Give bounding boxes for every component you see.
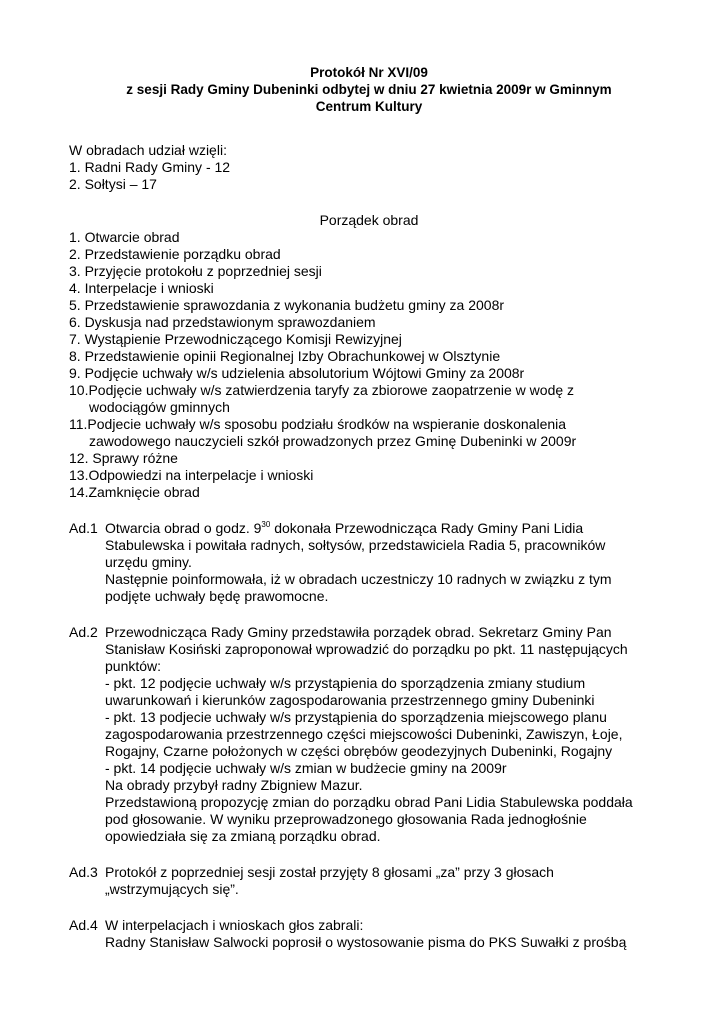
ad2-section	[69, 624, 669, 845]
agenda-item: 7. Wystąpienie Przewodniczącego Komisji Rewizyjnej	[69, 331, 402, 347]
ad1-section	[69, 520, 669, 605]
ad1-text: Otwarcia obrad o godz. 9	[105, 520, 262, 536]
agenda-item-continuation: wodociągów gminnych	[89, 399, 230, 415]
agenda-section	[69, 212, 669, 501]
ad2-label: Ad.2	[69, 624, 98, 640]
ad1-line: podjęte uchwały będę prawomocne.	[105, 588, 329, 604]
agenda-item: 6. Dyskusja nad przedstawionym sprawozdaniem	[69, 314, 376, 330]
ad3-section	[69, 864, 669, 898]
ad2-line: - pkt. 13 podjecie uchwały w/s przystąpienia do sporządzenia miejscowego planu	[105, 709, 607, 725]
ad4-section	[69, 917, 669, 951]
attendance-intro: W obradach udział wzięli:	[69, 142, 227, 158]
agenda-heading: Porządek obrad	[319, 212, 419, 228]
document-page	[69, 64, 669, 951]
ad1-line: Następnie poinformowała, iż w obradach uczestniczy 10 radnych w związku z tym	[105, 571, 612, 587]
title-line: Centrum Kultury	[315, 99, 423, 114]
agenda-item-continuation: zawodowego nauczycieli szkół prowadzonych przez Gminę Dubeninki w 2009r	[89, 433, 577, 449]
ad2-line: Rogajny, Czarne położonych w części obrębów geodezyjnych Dubeninki, Rogajny	[105, 743, 613, 759]
agenda-item: 9. Podjęcie uchwały w/s udzielenia absolutorium Wójtowi Gminy za 2008r	[69, 365, 525, 381]
document-title	[69, 64, 669, 115]
ad2-line: pod głosowanie. W wyniku przeprowadzonego głosowania Rada jednogłośnie	[105, 811, 587, 827]
ad2-line: punktów:	[105, 658, 162, 674]
ad1-time-minutes: 30	[261, 520, 271, 529]
ad2-line: Przewodnicząca Rady Gminy przedstawiła porządek obrad. Sekretarz Gminy Pan	[105, 624, 612, 640]
attendance-section	[69, 142, 669, 193]
agenda-item: 14.Zamknięcie obrad	[69, 484, 200, 500]
ad3-label: Ad.3	[69, 864, 98, 880]
title-line: Protokół Nr XVI/09	[310, 65, 428, 80]
ad2-line: - pkt. 14 podjęcie uchwały w/s zmian w budżecie gminy na 2009r	[105, 760, 507, 776]
title-line: z sesji Rady Gminy Dubeninki odbytej w dniu 27 kwietnia 2009r w Gminnym	[126, 82, 612, 97]
ad2-line: - pkt. 12 podjęcie uchwały w/s przystąpienia do sporządzenia zmiany studium	[105, 675, 586, 691]
attendance-item: 2. Sołtysi – 17	[69, 176, 157, 192]
ad2-line: opowiedziała się za zmianą porządku obrad.	[105, 828, 381, 844]
ad2-line: zagospodarowania przestrzennego części miejscowości Dubeninki, Zawiszyn, Łoje,	[105, 726, 623, 742]
ad4-line: Radny Stanisław Salwocki poprosił o wystosowanie pisma do PKS Suwałki z prośbą	[105, 934, 627, 950]
ad4-line: W interpelacjach i wnioskach głos zabrali:	[105, 917, 364, 933]
attendance-item: 1. Radni Rady Gminy - 12	[69, 159, 231, 175]
agenda-item: 2. Przedstawienie porządku obrad	[69, 246, 281, 262]
ad2-line: Stanisław Kosiński zaproponował wprowadzić do porządku po pkt. 11 następujących	[105, 641, 628, 657]
agenda-item: 10.Podjęcie uchwały w/s zatwierdzenia taryfy za zbiorowe zaopatrzenie w wodę z	[69, 382, 575, 398]
agenda-item: 12. Sprawy różne	[69, 450, 178, 466]
ad2-line: Na obrady przybył radny Zbigniew Mazur.	[105, 777, 363, 793]
ad1-line: urzędu gminy.	[105, 554, 192, 570]
agenda-item: 11.Podjecie uchwały w/s sposobu podziału środków na wspieranie doskonalenia	[69, 416, 567, 432]
agenda-item: 4. Interpelacje i wnioski	[69, 280, 214, 296]
ad3-line: „wstrzymujących się”.	[105, 881, 239, 897]
agenda-item: 5. Przedstawienie sprawozdania z wykonania budżetu gminy za 2008r	[69, 297, 505, 313]
agenda-item: 1. Otwarcie obrad	[69, 229, 180, 245]
agenda-item: 3. Przyjęcie protokołu z poprzedniej sesji	[69, 263, 322, 279]
ad1-label: Ad.1	[69, 520, 98, 536]
agenda-item: 13.Odpowiedzi na interpelacje i wnioski	[69, 467, 314, 483]
agenda-item: 8. Przedstawienie opinii Regionalnej Izby Obrachunkowej w Olsztynie	[69, 348, 501, 364]
ad3-line: Protokół z poprzedniej sesji został przyjęty 8 głosami „za” przy 3 głosach	[105, 864, 554, 880]
ad4-label: Ad.4	[69, 917, 98, 933]
ad2-line: uwarunkowań i kierunków zagospodarowania przestrzennego gminy Dubeninki	[105, 692, 595, 708]
ad1-text: dokonała Przewodnicząca Rady Gminy Pani Lidia	[270, 520, 584, 536]
ad1-line: Stabulewska i powitała radnych, sołtysów, przedstawiciela Radia 5, pracowników	[105, 537, 606, 553]
ad2-line: Przedstawioną propozycję zmian do porządku obrad Pani Lidia Stabulewska poddała	[105, 794, 633, 810]
ad1-first-line	[105, 520, 669, 537]
